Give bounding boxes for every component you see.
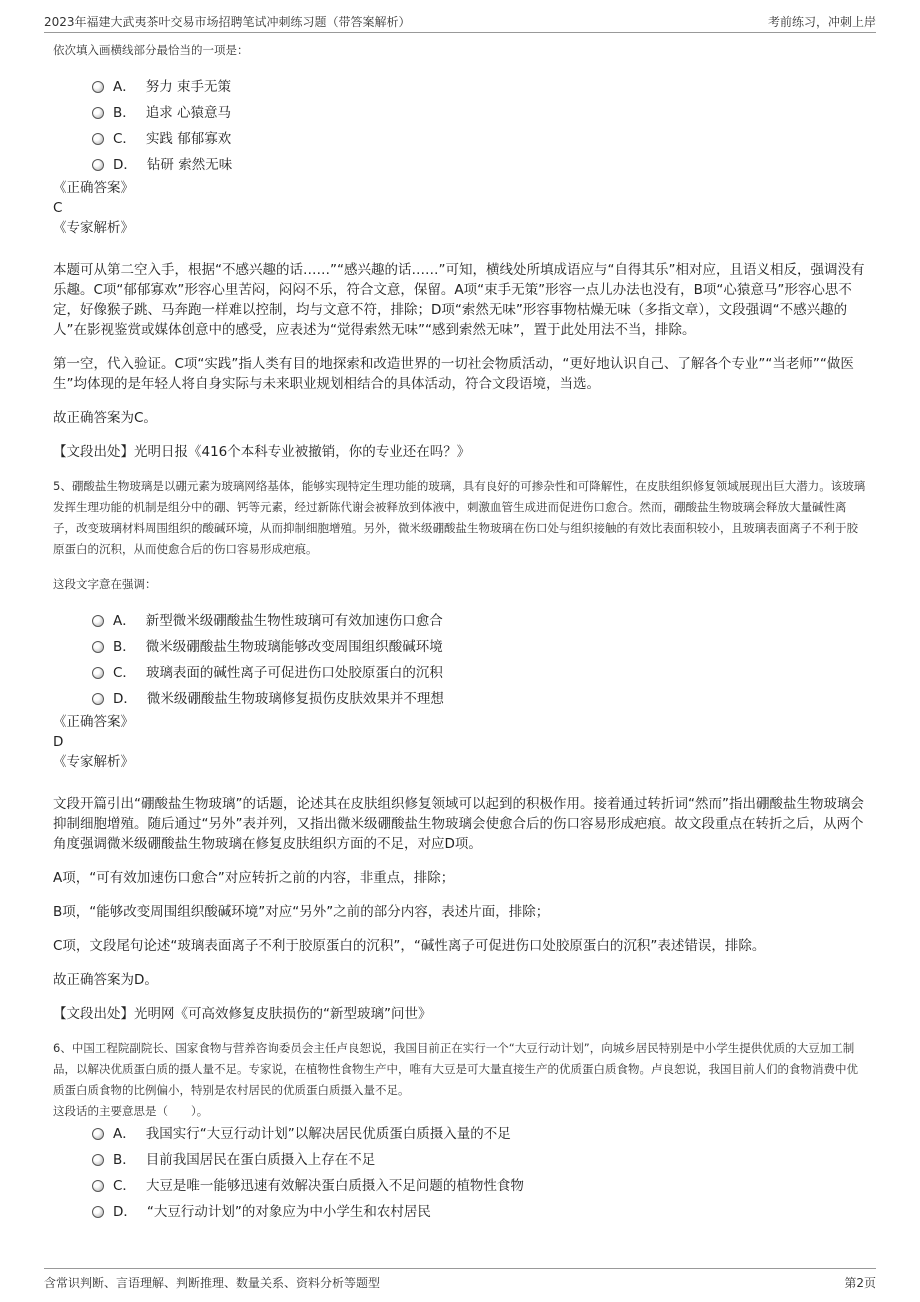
q5-answer-label: 《正确答案》 xyxy=(53,714,134,730)
page-footer xyxy=(44,1268,876,1293)
q5-option-b[interactable]: B． 微米级硼酸盐生物玻璃能够改变周围组织酸碱环境 xyxy=(92,634,868,660)
page-content xyxy=(53,40,868,1225)
q4-option-a[interactable]: A． 努力 束手无策 xyxy=(92,74,868,100)
q4-analysis-paragraph: 第一空，代入验证。C项“实践”指人类有目的地探索和改造世界的一切社会物质活动，“更好地认识自己、了解各个专业”“当老师”“做医生”均体现的是年轻人将自身实际与未来职业规划相结合的具体活动，符合文段语境，当选。 xyxy=(53,356,854,392)
q4-analysis-paragraph: 本题可从第二空入手，根据“不感兴趣的话……”“感兴趣的话……”可知，横线处所填成语应与“自得其乐”相对应，且语义相反，强调没有乐趣。C项“郁郁寡欢”形容心里苦闷，闷闷不乐，符合文意，保留。A项“束手无策”形容一点儿办法也没有，B项“心猿意马”形容心思不定，好像猴子跳、马奔跑一样难以控制，均与文意不符，排除；D项“索然无味”形容事物枯燥无味（多指文章），文段强调“不感兴趣的人”在影视鉴赏或媒体创意中的感受，应表述为“觉得索然无味”“感到索然无味”，置于此处用法不当，排除。 xyxy=(53,262,865,338)
q5-stem: 5、硼酸盐生物玻璃是以硼元素为玻璃网络基体，能够实现特定生理功能的玻璃，具有良好的可掺杂性和可降解性，在皮肤组织修复领域展现出巨大潜力。该玻璃发挥生理功能的机制是组分中的硼、钙等元素，经过新陈代谢会被释放到体液中，刺激血管生成进而促进伤口愈合。然而，硼酸盐生物玻璃会释放大量碱性离子，改变玻璃材料周围组织的酸碱环境，从而抑制细胞增殖。另外，微米级硼酸盐生物玻璃在伤口处与组织接触的有效比表面积较小，且玻璃表面离子不利于胶原蛋白的沉积，从而使愈合后的伤口容易形成疤痕。 xyxy=(53,479,866,556)
q4-option-d[interactable]: D． 钻研 索然无味 xyxy=(92,152,868,178)
radio-icon[interactable] xyxy=(92,641,104,653)
q5-options xyxy=(53,608,868,712)
q5-answer: D xyxy=(53,734,64,750)
q5-analysis-paragraph: B项，“能够改变周围组织酸碱环境”对应“另外”之前的部分内容，表述片面，排除； xyxy=(53,904,550,920)
q4-prompt: 依次填入画横线部分最恰当的一项是： xyxy=(53,43,249,57)
q4-source: 【文段出处】光明日报《416个本科专业被撤销，你的专业还在吗？》 xyxy=(53,444,471,460)
q5-analysis-paragraph: 文段开篇引出“硼酸盐生物玻璃”的话题，论述其在皮肤组织修复领域可以起到的积极作用。接着通过转折词“然而”指出硼酸盐生物玻璃会抑制细胞增殖。随后通过“另外”表并列，又指出微米级硼酸盐生物玻璃会使愈合后的伤口容易形成疤痕。故文段重点在转折之后，从两个角度强调微米级硼酸盐生物玻璃在修复皮肤组织方面的不足，对应D项。 xyxy=(53,796,864,852)
radio-icon[interactable] xyxy=(92,107,104,119)
q5-option-c[interactable]: C． 玻璃表面的碱性离子可促进伤口处胶原蛋白的沉积 xyxy=(92,660,868,686)
header-slogan: 考前练习，冲刺上岸 xyxy=(767,15,876,29)
radio-icon[interactable] xyxy=(92,159,104,171)
document-title: 2023年福建大武夷茶叶交易市场招聘笔试冲刺练习题（带答案解析） xyxy=(44,15,411,29)
page-header xyxy=(44,10,876,33)
q4-option-b[interactable]: B． 追求 心猿意马 xyxy=(92,100,868,126)
q6-prompt: 这段话的主要意思是（ ）。 xyxy=(53,1104,209,1118)
q5-conclusion: 故正确答案为D。 xyxy=(53,972,158,988)
q6-option-a[interactable]: A． 我国实行“大豆行动计划”以解决居民优质蛋白质摄入量的不足 xyxy=(92,1121,868,1147)
q4-option-c[interactable]: C． 实践 郁郁寡欢 xyxy=(92,126,868,152)
radio-icon[interactable] xyxy=(92,615,104,627)
radio-icon[interactable] xyxy=(92,667,104,679)
radio-icon[interactable] xyxy=(92,1154,104,1166)
q5-prompt: 这段文字意在强调： xyxy=(53,577,157,591)
radio-icon[interactable] xyxy=(92,1128,104,1140)
radio-icon[interactable] xyxy=(92,693,104,705)
q4-analysis-label: 《专家解析》 xyxy=(53,220,134,236)
q6-options xyxy=(53,1121,868,1225)
q5-analysis-paragraph: A项，“可有效加速伤口愈合”对应转折之前的内容，非重点，排除； xyxy=(53,870,455,886)
q6-option-d[interactable]: D． “大豆行动计划”的对象应为中小学生和农村居民 xyxy=(92,1199,868,1225)
q6-option-c[interactable]: C． 大豆是唯一能够迅速有效解决蛋白质摄入不足问题的植物性食物 xyxy=(92,1173,868,1199)
radio-icon[interactable] xyxy=(92,81,104,93)
q5-source: 【文段出处】光明网《可高效修复皮肤损伤的“新型玻璃”问世》 xyxy=(53,1006,432,1022)
radio-icon[interactable] xyxy=(92,1180,104,1192)
radio-icon[interactable] xyxy=(92,133,104,145)
q4-options xyxy=(53,74,868,178)
q5-option-d[interactable]: D． 微米级硼酸盐生物玻璃修复损伤皮肤效果并不理想 xyxy=(92,686,868,712)
radio-icon[interactable] xyxy=(92,1206,104,1218)
q6-option-b[interactable]: B． 目前我国居民在蛋白质摄入上存在不足 xyxy=(92,1147,868,1173)
page-number: 第2页 xyxy=(844,1276,876,1290)
q5-option-a[interactable]: A． 新型微米级硼酸盐生物性玻璃可有效加速伤口愈合 xyxy=(92,608,868,634)
q5-analysis-label: 《专家解析》 xyxy=(53,754,134,770)
footer-categories: 含常识判断、言语理解、判断推理、数量关系、资料分析等题型 xyxy=(44,1276,381,1290)
q5-analysis-paragraph: C项，文段尾句论述“玻璃表面离子不利于胶原蛋白的沉积”，“碱性离子可促进伤口处胶原蛋白的沉积”表述错误，排除。 xyxy=(53,938,766,954)
q4-conclusion: 故正确答案为C。 xyxy=(53,410,157,426)
q6-stem: 6、中国工程院副院长、国家食物与营养咨询委员会主任卢良恕说，我国目前正在实行一个“大豆行动计划”，向城乡居民特别是中小学生提供优质的大豆加工制品，以解决优质蛋白质的摄人量不足。专家说，在植物性食物生产中，唯有大豆是可大量直接生产的优质蛋白质食物。卢良恕说，我国目前人们的食物消费中优质蛋白质食物的比例偏小，特别是农村居民的优质蛋白质摄入量不足。 xyxy=(53,1041,858,1097)
q4-answer: C xyxy=(53,200,63,216)
q4-answer-label: 《正确答案》 xyxy=(53,180,134,196)
